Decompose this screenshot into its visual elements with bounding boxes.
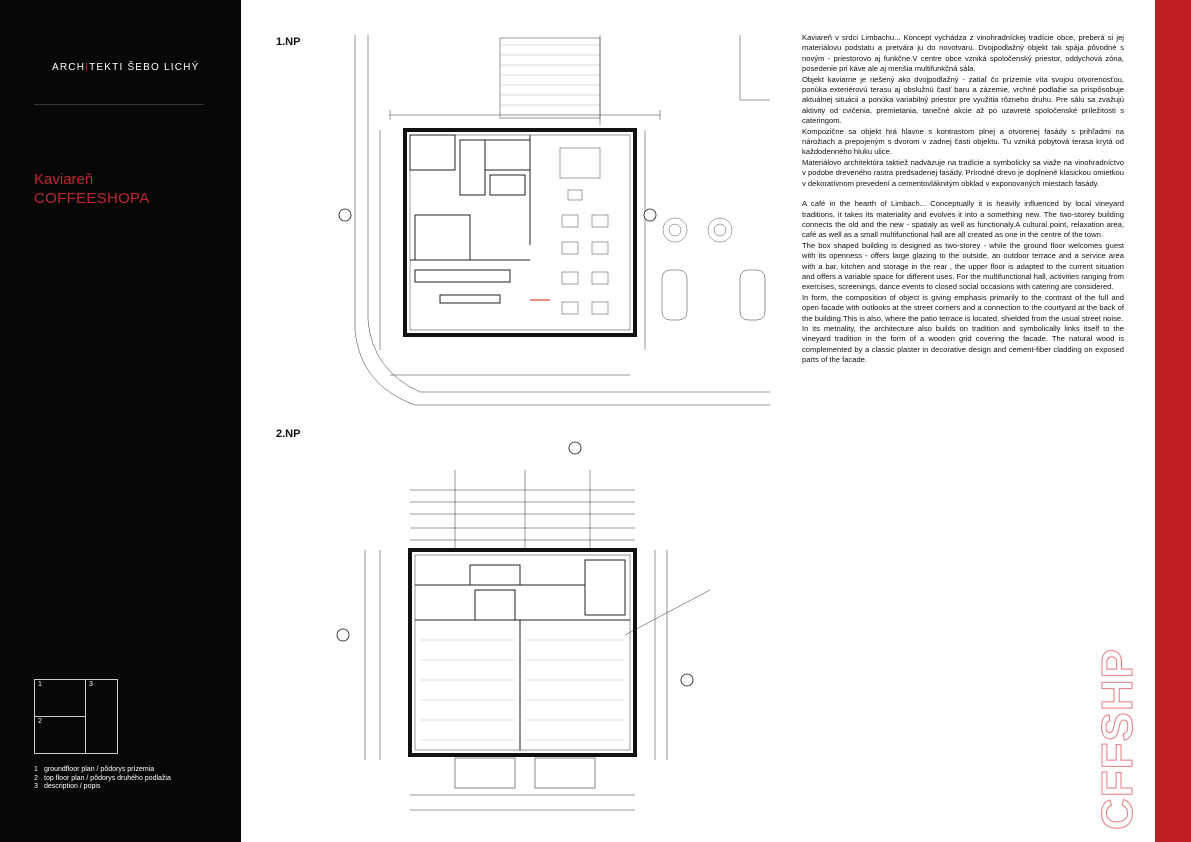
- legend-item: 1 groundfloor plan / pôdorys prízemia: [34, 766, 155, 773]
- logo-part-2: TEKTI ŠEBO LICHÝ: [89, 62, 200, 73]
- logo-mark: I: [85, 62, 90, 73]
- key-cell-label: 2: [38, 718, 42, 725]
- layout-key: [34, 679, 118, 754]
- key-cell-3: [85, 679, 118, 754]
- description-paragraph-sk: Objekt kaviarne je riešený ako dvojpodlažný - zatiaľ čo prízemie víta svojou otvorenosťou, ponúka exteriérovú terasu aj obslužnú časť baru a zázemie, vrchné podlažie sa prispôsobuje aktuálnej situácii a ponúka variabilný priestor pre využitia rôzneho druhu. Pre sálu sa zvažujú aktivity od cvičenia, premietania, tanečné akcie až po uzavreté spoločenské príležitosti s cateringom.: [802, 74, 1124, 126]
- vertical-title: CFFSHP: [1093, 648, 1142, 830]
- description-paragraph-sk: Kaviareň v srdci Limbachu... Koncept vychádza z vinohradníckej tradície obce, preberá si jej materiálovu podstatu a pretvára ju do novotvaru. Dvojpodlažný objekt tak spája pôvodné s novým - priestorovo aj funkčne.V centre obce vzniká spoločenský priestor, oddychová zóna, posedenie pri káve ale aj menšia multifunkčná sála.: [802, 33, 1124, 74]
- accent-bar: [1093, 0, 1191, 842]
- ground-floor-plan[interactable]: [300, 30, 770, 410]
- description-paragraph-sk: Kompozične sa objekt hrá hlavne s kontrastom plnej a otvorenej fasády s prihľadmi na nárožiach a prepojeným s dvorom v zadnej časti objektu. Tu vzniká pobytová terasa krytá od každodenného hluku ulice.: [802, 126, 1124, 157]
- project-type: Kaviareň: [34, 171, 94, 188]
- ground-floor-label: 1.NP: [276, 36, 301, 48]
- upper-floor-plan[interactable]: [325, 440, 710, 830]
- key-cell-label: 3: [89, 681, 93, 688]
- description-paragraph-en: In form, the composition of object is giving emphasis primarily to the contrast of the full and open facade with outlooks at the street corners and a connection to the courtyard at the back of the building.This is also, where the patio terrace is located, shielded from the usual street noise.: [802, 292, 1124, 323]
- legend-item: 3 description / popis: [34, 783, 101, 790]
- sidebar-divider: [34, 104, 204, 105]
- legend-item: 2 top floor plan / pôdorys druhého podlažia: [34, 774, 171, 782]
- description-paragraph-en: In its metriality, the architecture also builds on tradition and symbolically links itself to the vineyard tradition in the form of a wooden grid covering the facade. The natural wood is complemented by a classic plaster in decorative design and cement-fiber cladding on exposed parts of the facade.: [802, 323, 1124, 365]
- key-cell-1: [34, 679, 86, 717]
- studio-logo[interactable]: [52, 62, 199, 73]
- description-paragraph-en: The box shaped building is designed as two-storey - while the ground floor welcomes guest with its openness - offers large glazing to the outside, an outdoor terrace and a service area with a bar, kitchen and storage in the rear , the upper floor is adapted to the current situation and offers a variable space for different uses. For the multifunctional hall, activities ranging from exercises, screenings, dance events to closed social occasions with catering are considered.: [802, 240, 1124, 292]
- key-cell-2: [34, 716, 86, 754]
- sidebar: [0, 0, 241, 842]
- description-paragraph-en: A café in the hearth of Limbach... Conceptually it is heavily influenced by local vineyard traditions, it takes its materiality and evolves it into a something new. The two-storey building connects the old and the new - spatialy as well as functionaly.A cultural point, relaxation area, café as well as a small multifunctional hall are all created as one in the centre of the town.: [802, 199, 1124, 240]
- logo-part-1: ARCH: [52, 62, 86, 73]
- key-cell-label: 1: [38, 681, 42, 688]
- project-name: COFFEESHOPA: [34, 190, 150, 207]
- description-paragraph-sk: Materiálovo architektúra taktiež nadväzuje na tradície a symbolicky sa viaže na vinohradníctvo v podobe dreveného rastra predsadenej fasády. Prírodné drevo je doplnené klasickou omietkou v dekoratívnom prevedení a cementovláknitým obklad v exponovaných miestach fasády.: [802, 157, 1124, 188]
- upper-floor-label: 2.NP: [276, 428, 301, 440]
- legend: [34, 766, 171, 792]
- description: [802, 33, 1124, 366]
